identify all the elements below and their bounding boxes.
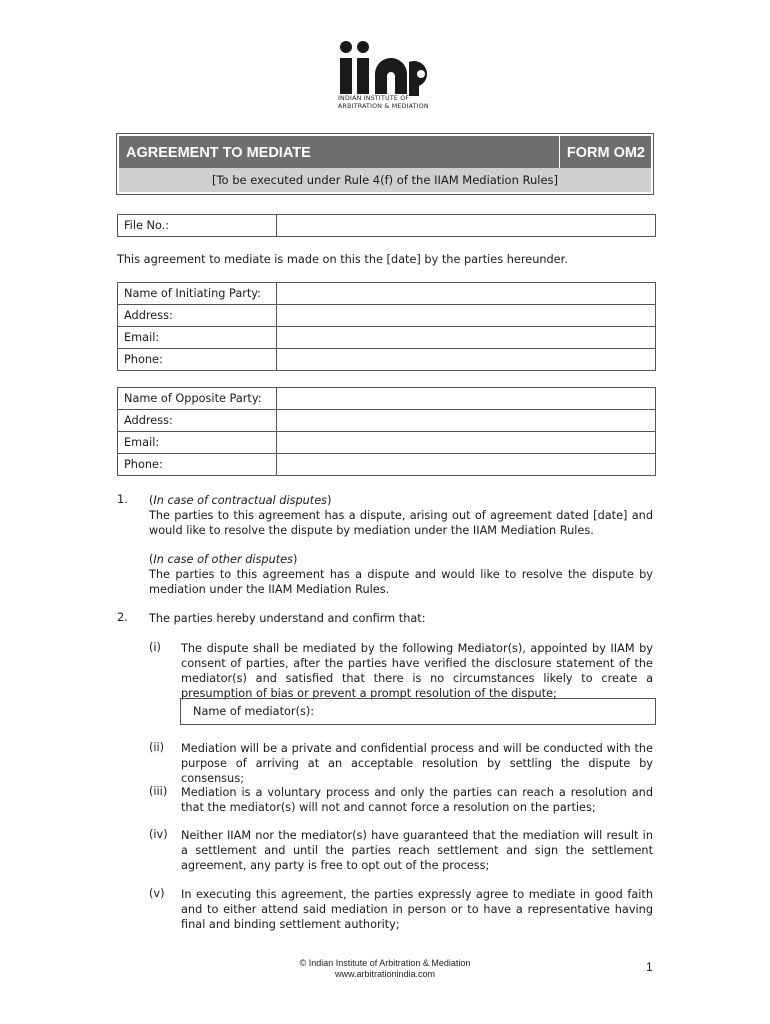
opposite-phone-field[interactable] — [277, 454, 656, 476]
item-ii-text: Mediation will be a private and confidential process and will be conducted with the purpose of arriving at an acceptable resolution by settling the dispute by consensus; — [181, 742, 653, 785]
item-i-text: The dispute shall be mediated by the following Mediator(s), appointed by IIAM by consent of parties, after the parties have verified the disclosure statement of the mediator(s) and satisfied that there is no circumstances likely to create a presumption of bias or prevent a prompt resolution of the dispute; — [181, 642, 653, 700]
section-1-number: 1. — [117, 493, 128, 506]
initiating-phone-field[interactable] — [277, 349, 656, 371]
table-row — [118, 349, 656, 371]
initiating-name-field[interactable] — [277, 283, 656, 305]
initiating-party-table — [117, 282, 656, 371]
table-row — [118, 327, 656, 349]
table-row — [118, 454, 656, 476]
table-row — [118, 215, 656, 237]
initiating-phone-label: Phone: — [118, 349, 277, 371]
form-subtitle: [To be executed under Rule 4(f) of the IIAM Mediation Rules] — [119, 168, 651, 192]
header-divider — [559, 136, 560, 168]
table-row — [118, 432, 656, 454]
mediator-name-label: Name of mediator(s): — [193, 705, 315, 718]
table-row — [118, 388, 656, 410]
case-a-label: In case of contractual disputes — [153, 494, 328, 507]
form-title: AGREEMENT TO MEDIATE — [126, 145, 311, 161]
case-b-label: In case of other disputes — [153, 553, 294, 566]
opposite-address-label: Address: — [118, 410, 277, 432]
initiating-email-field[interactable] — [277, 327, 656, 349]
initiating-address-label: Address: — [118, 305, 277, 327]
opposite-email-label: Email: — [118, 432, 277, 454]
initiating-name-label: Name of Initiating Party: — [118, 283, 277, 305]
item-iv-text: Neither IIAM nor the mediator(s) have guaranteed that the mediation will result in a settlement and until the parties reach settlement and sign the settlement agreement, any party is free to opt out of the process; — [181, 829, 653, 872]
section-2-number: 2. — [117, 611, 128, 624]
footer-website: www.arbitrationindia.com — [334, 969, 436, 979]
table-row — [118, 410, 656, 432]
item-iv-number: (iv) — [149, 828, 168, 841]
mediator-name-field[interactable] — [180, 698, 656, 725]
section-1-case-b: (In case of other disputes) The parties to this agreement has a dispute and would like to resolve the dispute by mediation under the IIAM Mediation Rules. — [149, 553, 653, 596]
file-no-label: File No.: — [118, 215, 277, 237]
table-row — [118, 305, 656, 327]
initiating-email-label: Email: — [118, 327, 277, 349]
file-no-field[interactable] — [277, 215, 656, 237]
item-i-number: (i) — [149, 641, 161, 654]
opposite-email-field[interactable] — [277, 432, 656, 454]
section-1-case-a: (In case of contractual disputes) The parties to this agreement has a dispute, arising out of agreement dated [date] and would like to resolve the dispute by mediation under the IIAM Mediation Rules. — [149, 494, 653, 537]
section-2-intro: The parties hereby understand and confirm that: — [149, 612, 426, 625]
item-ii-number: (ii) — [149, 741, 165, 754]
page-footer — [0, 958, 770, 980]
item-v-number: (v) — [149, 887, 165, 900]
case-a-text: The parties to this agreement has a dispute, arising out of agreement dated [date] and would like to resolve the dispute by mediation under the IIAM Mediation Rules. — [149, 509, 653, 537]
page-number: 1 — [646, 960, 653, 974]
footer-copyright: © Indian Institute of Arbitration & Mediation — [299, 958, 471, 968]
file-no-table — [117, 214, 656, 237]
item-iii-text: Mediation is a voluntary process and only the parties can reach a resolution and that the mediator(s) will not and cannot force a resolution on the parties; — [181, 786, 653, 814]
iiam-logo-icon — [337, 40, 437, 96]
logo-text-line1: INDIAN INSTITUTE OF — [338, 95, 410, 102]
item-iii-number: (iii) — [149, 785, 168, 798]
opposite-name-label: Name of Opposite Party: — [118, 388, 277, 410]
logo-text-line2: ARBITRATION & MEDIATION — [338, 103, 429, 110]
opposite-phone-label: Phone: — [118, 454, 277, 476]
item-v-text: In executing this agreement, the parties expressly agree to mediate in good faith and to either attend said mediation in person or to have a representative having final and binding settlement authority; — [181, 888, 653, 931]
intro-text: This agreement to mediate is made on this the [date] by the parties hereunder. — [117, 253, 568, 266]
header-title-bar — [119, 136, 651, 168]
case-b-text: The parties to this agreement has a dispute and would like to resolve the dispute by mediation under the IIAM Mediation Rules. — [149, 568, 653, 596]
opposite-address-field[interactable] — [277, 410, 656, 432]
initiating-address-field[interactable] — [277, 305, 656, 327]
opposite-name-field[interactable] — [277, 388, 656, 410]
opposite-party-table — [117, 387, 656, 476]
form-header — [116, 133, 654, 195]
table-row — [118, 283, 656, 305]
form-code: FORM OM2 — [566, 145, 645, 161]
